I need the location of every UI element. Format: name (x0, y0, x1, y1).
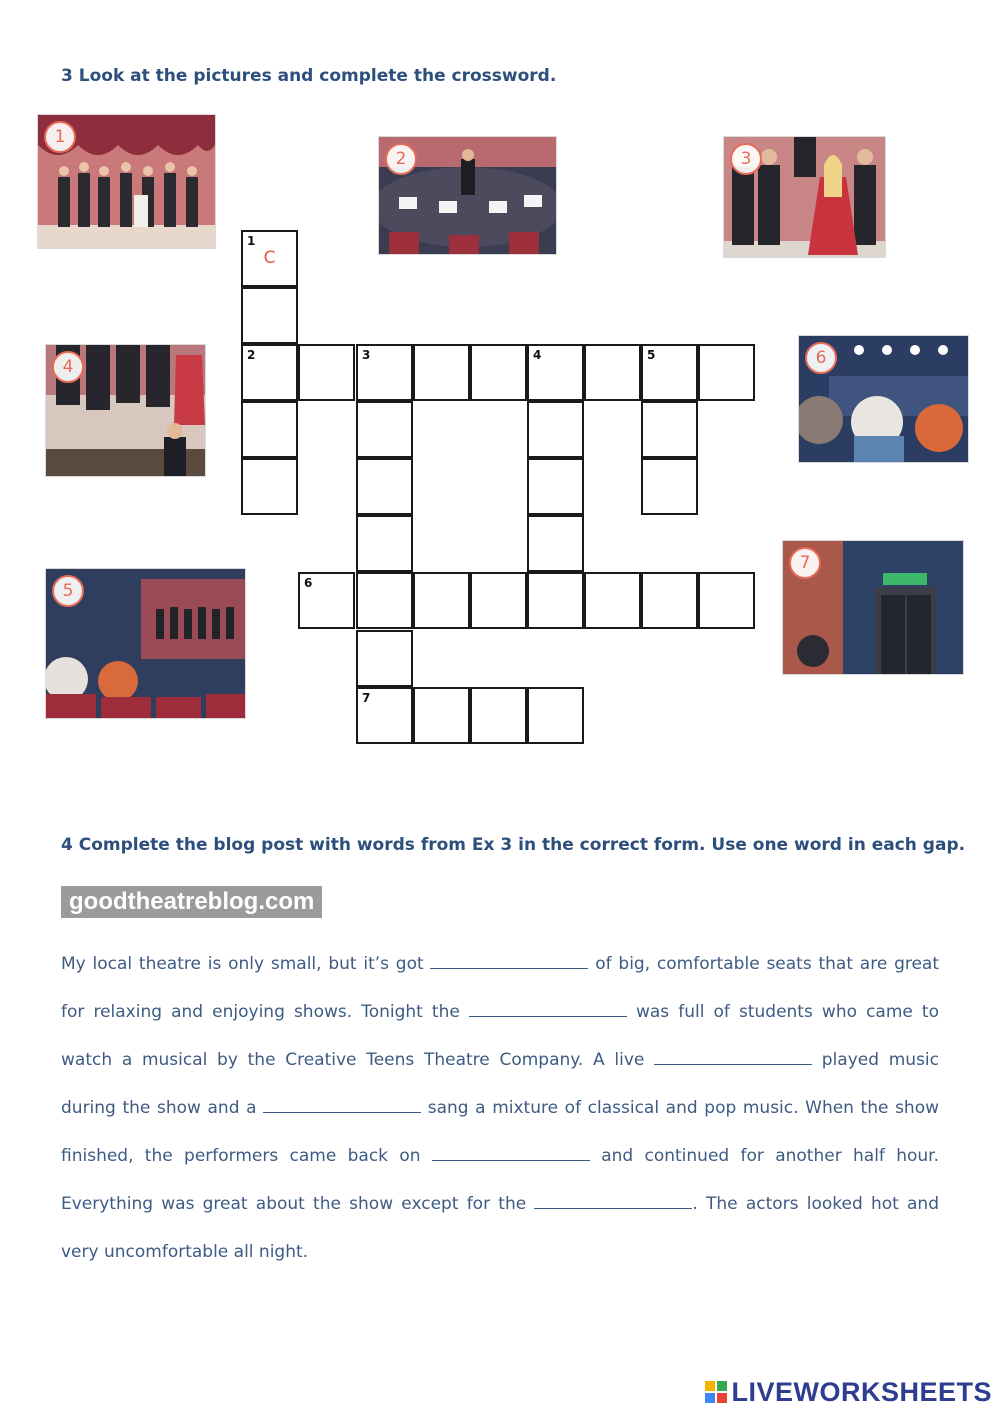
crossword-cell[interactable] (641, 572, 698, 629)
crossword-cell[interactable] (241, 458, 298, 515)
crossword-cell[interactable] (356, 572, 413, 629)
crossword-cell[interactable] (641, 344, 698, 401)
crossword-cell[interactable] (356, 458, 413, 515)
crossword-cell[interactable] (241, 401, 298, 458)
blog-text-segment: of big, comfortable seats that are great for relaxing and enjoying shows. Tonight the (61, 954, 940, 1022)
picture-2-number: 2 (385, 143, 417, 175)
blog-text-segment: and continued for another half hour. Everything was great about the show except for the (61, 1146, 940, 1214)
blog-text-segment: was full of students who came to watch a musical by the Creative Teens Theatre Company. A live (61, 1002, 939, 1070)
picture-3-number: 3 (730, 143, 762, 175)
clue-number-2: 2 (247, 348, 256, 362)
crossword-cell[interactable] (356, 344, 413, 401)
answer-gap-5[interactable] (432, 1142, 590, 1161)
crossword-cell[interactable] (241, 287, 298, 344)
logo-blocks-icon (705, 1381, 727, 1403)
exercise-3-heading: 3 Look at the pictures and complete the crossword. (61, 66, 557, 86)
crossword-cell[interactable] (241, 344, 298, 401)
crossword-cell[interactable] (584, 344, 641, 401)
stage-floor-image (45, 344, 206, 477)
crossword-cell[interactable] (641, 458, 698, 515)
crossword-cell[interactable] (413, 344, 470, 401)
crossword-cell[interactable] (527, 458, 584, 515)
clue-number-5: 5 (647, 348, 656, 362)
clue-number-4: 4 (533, 348, 542, 362)
crossword-cell[interactable] (584, 572, 641, 629)
liveworksheets-logo (705, 1377, 992, 1407)
crossword-cell[interactable] (298, 344, 355, 401)
crossword-cell[interactable] (698, 344, 755, 401)
crossword-cell[interactable] (413, 687, 470, 744)
crossword-cell[interactable] (356, 515, 413, 572)
clue-number-1: 1 (247, 234, 256, 248)
exit-door-image (782, 540, 964, 675)
answer-gap-3[interactable] (654, 1046, 812, 1065)
crossword-cell[interactable] (356, 630, 413, 687)
picture-6-number: 6 (805, 342, 837, 374)
crossword-cell[interactable] (241, 230, 298, 287)
choir-on-stage-image (37, 114, 216, 249)
crossword-cell[interactable] (641, 401, 698, 458)
answer-gap-4[interactable] (263, 1094, 421, 1113)
blog-text-segment: sang a mixture of classical and pop music. When the show finished, the performers came back on (61, 1098, 939, 1166)
crossword-cell[interactable] (527, 401, 584, 458)
picture-7-number: 7 (789, 547, 821, 579)
picture-5-number: 5 (52, 575, 84, 607)
logo-text: LIVEWORKSHEETS (731, 1376, 992, 1407)
exercise-4-heading: 4 Complete the blog post with words from Ex 3 in the correct form. Use one word in each gap. (61, 835, 966, 855)
clue-number-3: 3 (362, 348, 371, 362)
clue-number-6: 6 (304, 576, 313, 590)
singer-costume-image (723, 136, 886, 258)
crossword-cell[interactable] (527, 344, 584, 401)
crossword-cell[interactable] (470, 687, 527, 744)
auditorium-stage-image (45, 568, 246, 719)
answer-gap-6[interactable] (534, 1190, 692, 1209)
crossword-cell[interactable] (527, 687, 584, 744)
crossword-cell[interactable] (527, 572, 584, 629)
blog-text-segment: My local theatre is only small, but it’s got (61, 954, 424, 974)
crossword-cell[interactable] (356, 687, 413, 744)
crossword-cell[interactable] (413, 572, 470, 629)
crossword-cell[interactable] (470, 572, 527, 629)
blog-site-label: goodtheatreblog.com (61, 886, 322, 918)
picture-4-number: 4 (52, 351, 84, 383)
answer-gap-1[interactable] (430, 950, 588, 969)
crossword-cell[interactable] (298, 572, 355, 629)
blog-text-segment: played music during the show and a (61, 1050, 939, 1118)
prefilled-letter: C (263, 248, 276, 268)
picture-1-number: 1 (44, 121, 76, 153)
answer-gap-2[interactable] (469, 998, 627, 1017)
blog-post-text (61, 940, 939, 1276)
blog-text-segment: . The actors looked hot and very uncomfortable all night. (61, 1194, 939, 1262)
crossword-cell[interactable] (527, 515, 584, 572)
audience-seats-image (798, 335, 969, 463)
clue-number-7: 7 (362, 691, 371, 705)
crossword-cell[interactable] (698, 572, 755, 629)
crossword-cell[interactable] (356, 401, 413, 458)
orchestra-conductor-image (378, 136, 557, 255)
crossword-cell[interactable] (470, 344, 527, 401)
